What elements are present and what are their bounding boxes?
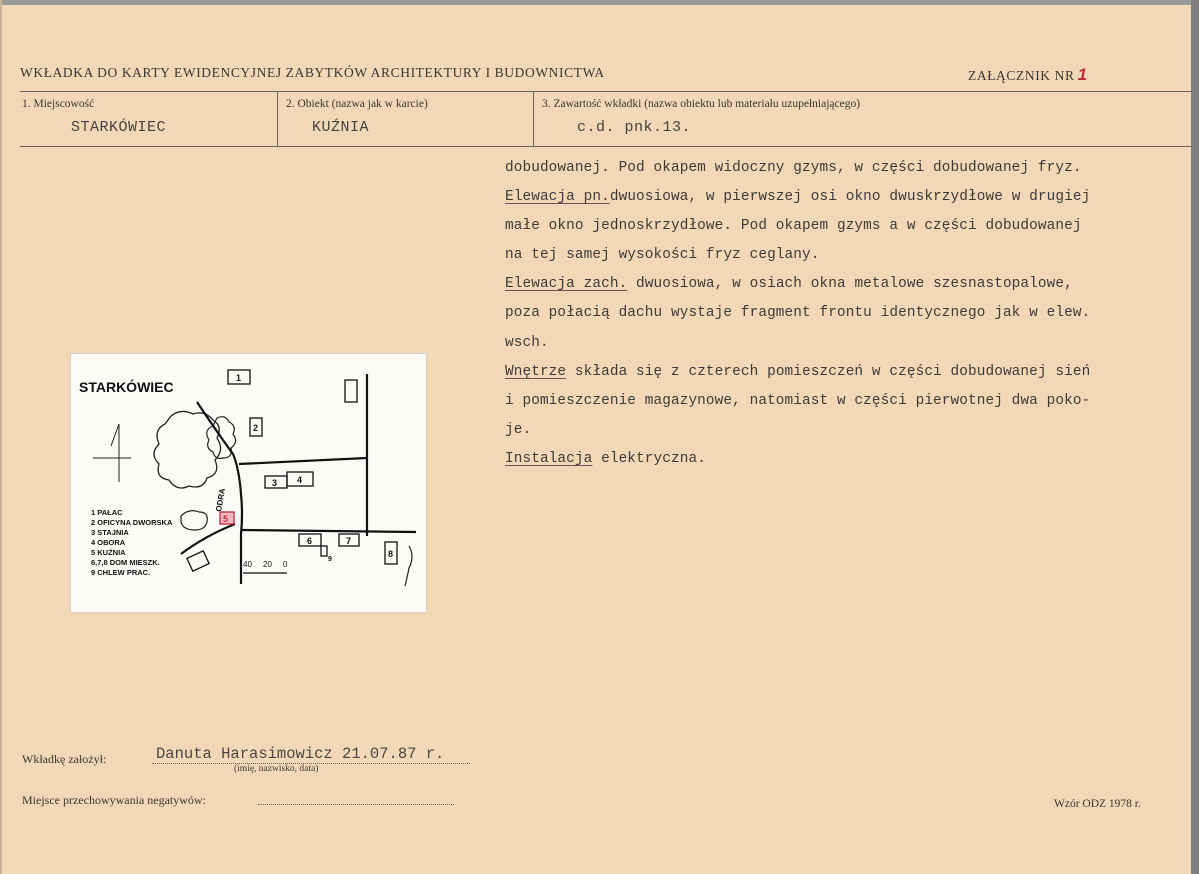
created-by-value: Danuta Harasimowicz 21.07.87 r. — [156, 745, 445, 763]
building-plain — [187, 551, 209, 571]
annex-number: 1 — [1077, 65, 1088, 84]
legend-item: 6,7,8 DOM MIESZK. — [91, 558, 160, 567]
annex-label — [968, 65, 1088, 85]
building-label: 8 — [388, 549, 394, 559]
legend-item: 3 STAJNIA — [91, 528, 129, 537]
description-fragment: dwuosiowa, w pierwszej osi okno dwuskrzydłowe w drugiej — [609, 189, 1091, 206]
building-label: 5 — [223, 514, 229, 524]
tree-icon — [181, 511, 207, 530]
description-line — [505, 270, 1195, 299]
description-text — [505, 154, 1195, 474]
negatives-storage-label: Miejsce przechowywania negatywów: — [22, 793, 206, 807]
building-9 — [321, 546, 327, 556]
description-line: małe okno jednoskrzydłowe. Pod okapem gzyms a w części dobudowanej — [505, 218, 1082, 235]
description-line — [505, 183, 1195, 212]
description-line: je. — [505, 421, 532, 438]
north-arrow-icon — [93, 424, 131, 482]
locality-value: STARKÓWIEC — [71, 119, 167, 136]
created-by-note: (imię, nazwisko, data) — [234, 764, 319, 774]
section-heading: Wnętrze — [505, 363, 567, 380]
building-label: 1 — [236, 373, 242, 383]
annex-label-text: ZAŁĄCZNIK NR — [968, 68, 1075, 83]
section-heading: Instalacja — [505, 450, 593, 467]
object-label: 2. Obiekt (nazwa jak w karcie) — [286, 98, 428, 110]
legend-item: 2 OFICYNA DWORSKA — [91, 518, 173, 527]
locality-label: 1. Miejscowość — [22, 98, 95, 110]
legend-item: 1 PAŁAC — [91, 508, 123, 517]
contents-value: c.d. pnk.13. — [577, 119, 692, 136]
header-rule-top — [20, 91, 1192, 92]
field-divider-1 — [277, 91, 278, 147]
description-fragment: składa się z czterech pomieszczeń w części dobudowanej sień — [566, 363, 1091, 380]
description-line: poza połacią dachu wystaje fragment frontu identycznego jak w elew. — [505, 305, 1091, 322]
site-map-drawing — [71, 354, 426, 612]
negatives-storage-dots — [258, 804, 454, 805]
scale-bar — [243, 560, 288, 573]
description-line: dobudowanej. Pod okapem widoczny gzyms, w części dobudowanej fryz. — [505, 160, 1082, 176]
scale-label: 0 — [283, 560, 288, 569]
legend-item: 9 CHLEW PRAC. — [91, 568, 151, 577]
description-fragment: dwuosiowa, w osiach okna metalowe szesnastopalowe, — [627, 276, 1073, 293]
scan-edge-top — [2, 0, 1199, 5]
pond-icon — [405, 546, 412, 586]
building-label: 4 — [297, 475, 303, 485]
legend-item: 4 OBORA — [91, 538, 126, 547]
map-title: STARKÓWIEC — [79, 379, 174, 395]
description-line: na tej samej wysokości fryz ceglany. — [505, 247, 820, 264]
description-line — [505, 445, 1195, 474]
section-heading: Elewacja zach. — [505, 276, 628, 293]
description-fragment: elektryczna. — [592, 450, 706, 467]
building-label: 6 — [307, 536, 313, 546]
form-template-label: Wzór ODZ 1978 r. — [1054, 798, 1141, 810]
description-line — [505, 358, 1195, 387]
building-plain — [345, 380, 357, 402]
site-map-photo — [70, 353, 427, 613]
building-label: 9 — [328, 556, 332, 563]
section-heading: Elewacja pn. — [505, 189, 610, 206]
header-rule-bottom — [20, 146, 1192, 147]
building-label: 2 — [253, 423, 259, 433]
scale-label: 40 — [243, 560, 252, 569]
map-legend — [91, 508, 173, 577]
contents-label: 3. Zawartość wkładki (nazwa obiektu lub materiału uzupełniającego) — [542, 98, 861, 110]
scale-label: 20 — [263, 560, 272, 569]
description-line: i pomieszczenie magazynowe, natomiast w części pierwotnej dwa poko- — [505, 392, 1091, 409]
road-label: ODRA — [214, 487, 228, 513]
description-line: wsch. — [505, 334, 549, 351]
card-title: WKŁADKA DO KARTY EWIDENCYJNEJ ZABYTKÓW ARCHITEKTURY I BUDOWNICTWA — [20, 65, 605, 80]
legend-item: 5 KUŹNIA — [91, 548, 126, 557]
object-value: KUŹNIA — [312, 119, 370, 136]
building-label: 7 — [346, 536, 352, 546]
created-by-label: Wkładkę założył: — [22, 752, 107, 766]
field-divider-2 — [533, 91, 534, 147]
building-label: 3 — [272, 478, 278, 488]
